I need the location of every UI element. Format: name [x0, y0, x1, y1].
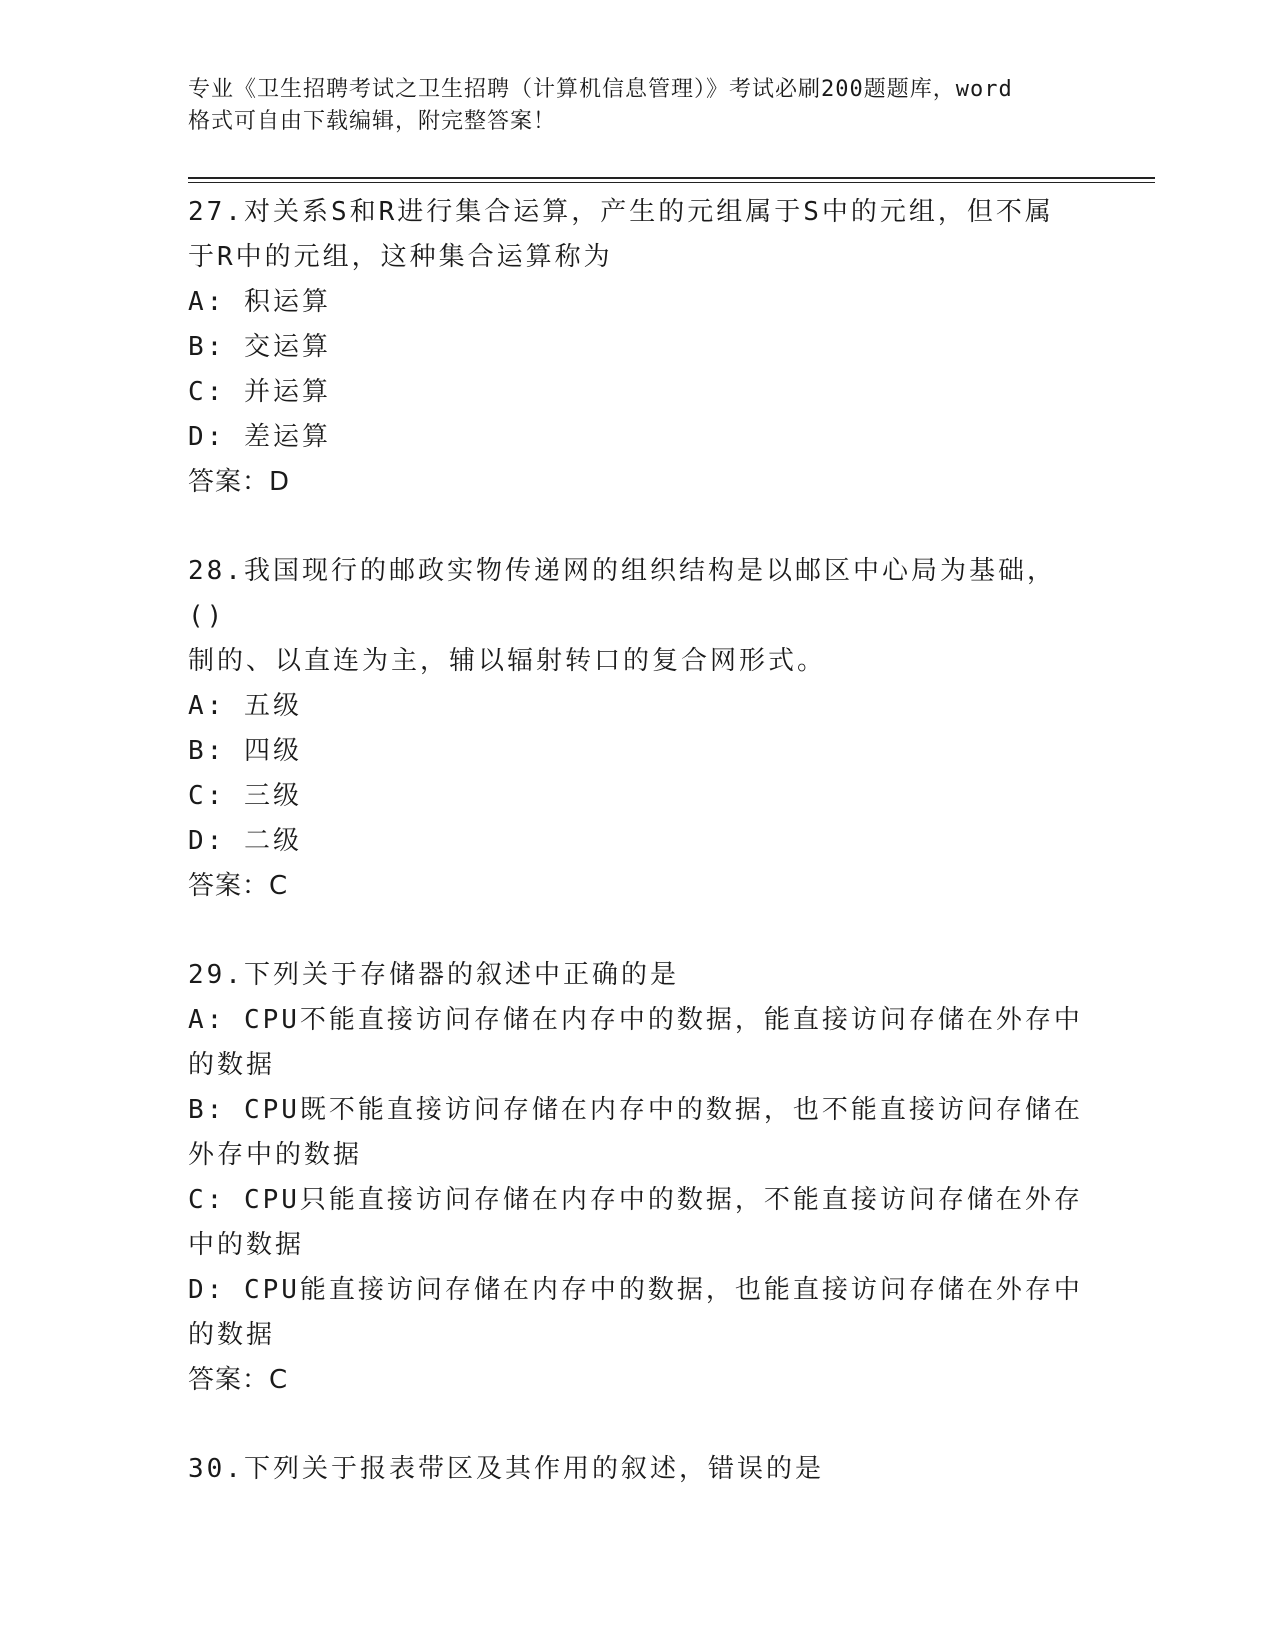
option-line: 的数据	[188, 1320, 276, 1350]
answer-label: 答案：D	[188, 467, 291, 497]
option-b: B: 交运算	[188, 332, 331, 362]
question-stem	[188, 190, 1088, 280]
option-line: D: CPU能直接访问存储在内存中的数据，也能直接访问存储在外存中	[188, 1275, 1083, 1305]
option-c: C: 三级	[188, 781, 302, 811]
option-a	[188, 998, 1088, 1088]
question-stem-line: 制的、以直连为主，辅以辐射转口的复合网形式。	[188, 646, 827, 676]
header-divider-top	[188, 177, 1155, 179]
option-line: B: CPU既不能直接访问存储在内存中的数据，也不能直接访问存储在	[188, 1095, 1083, 1125]
header-title-line1: 专业《卫生招聘考试之卫生招聘（计算机信息管理）》考试必刷200题题库，word	[188, 77, 1013, 102]
question-stem-line: 29.下列关于存储器的叙述中正确的是	[188, 960, 679, 990]
question-stem-line: 28.我国现行的邮政实物传递网的组织结构是以邮区中心局为基础，()	[188, 556, 1056, 631]
question-list	[188, 190, 1088, 1536]
option-c: C: 并运算	[188, 377, 331, 407]
option-b: B: 四级	[188, 736, 302, 766]
option-b	[188, 1088, 1088, 1178]
option-a: A: 五级	[188, 691, 302, 721]
option-line: C: CPU只能直接访问存储在内存中的数据，不能直接访问存储在外存	[188, 1185, 1083, 1215]
question-stem-line: 于R中的元组，这种集合运算称为	[188, 242, 613, 272]
option-c	[188, 1178, 1088, 1268]
header-title-line2: 格式可自由下载编辑，附完整答案！	[188, 109, 557, 134]
document-header	[188, 74, 1088, 138]
answer-label: 答案：C	[188, 1365, 289, 1395]
option-line: 的数据	[188, 1050, 276, 1080]
option-d	[188, 1268, 1088, 1358]
question-stem	[188, 953, 1088, 998]
question-30	[188, 1447, 1088, 1492]
question-28	[188, 549, 1088, 909]
option-line: 外存中的数据	[188, 1140, 363, 1170]
option-line: A: CPU不能直接访问存储在内存中的数据，能直接访问存储在外存中	[188, 1005, 1083, 1035]
option-d: D: 差运算	[188, 422, 331, 452]
question-29	[188, 953, 1088, 1403]
answer-label: 答案：C	[188, 871, 289, 901]
question-stem-line: 27.对关系S和R进行集合运算，产生的元组属于S中的元组，但不属	[188, 197, 1054, 227]
question-stem	[188, 549, 1088, 684]
question-stem	[188, 1447, 1088, 1492]
question-stem-line: 30.下列关于报表带区及其作用的叙述，错误的是	[188, 1454, 824, 1484]
option-d: D: 二级	[188, 826, 302, 856]
question-27	[188, 190, 1088, 505]
option-a: A: 积运算	[188, 287, 331, 317]
header-divider-bottom	[188, 182, 1155, 183]
option-line: 中的数据	[188, 1230, 305, 1260]
